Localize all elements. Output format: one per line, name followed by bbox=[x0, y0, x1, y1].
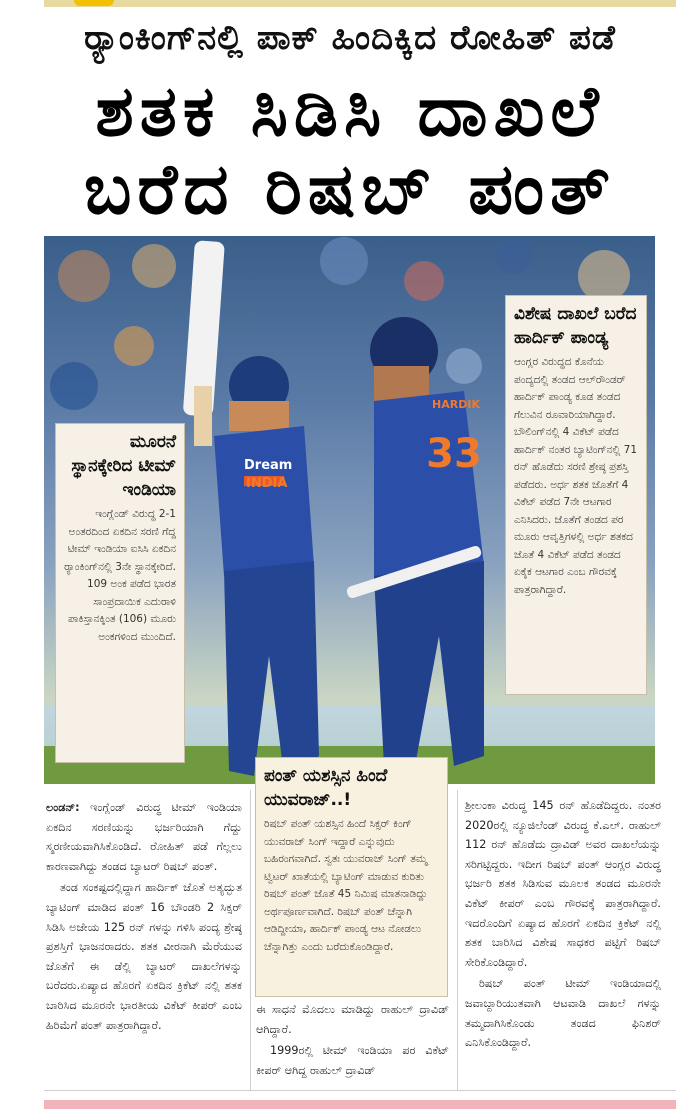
sidebar-ranking-body: ಇಂಗ್ಲೆಂಡ್ ವಿರುದ್ಧ 2-1 ಅಂತರದಿಂದ ಏಕದಿನ ಸರಣಿ ಗೆದ್ದ ಟೀಮ್ ಇಂಡಿಯಾ ಐಸಿಸಿ ಏಕದಿನ ರ್‍ಯಾಂಕಿಂಗ್‌ನಲ್ಲಿ 3ನೇ ಸ್ಥಾನಕ್ಕೇರಿದೆ. 109 ಅಂಕ ಪಡೆದ ಭಾರತ ಸಾಂಪ್ರದಾಯಿಕ ಎದುರಾಳಿ ಪಾಕಿಸ್ತಾನಕ್ಕಿಂತ (106) ಮೂರು ಅಂಕಗಳಿಂದ ಮುಂದಿದೆ. bbox=[64, 508, 176, 643]
sidebar-yuvraj bbox=[255, 757, 448, 997]
player-pant-figure bbox=[183, 240, 319, 776]
dateline: ಲಂಡನ್: bbox=[46, 801, 80, 814]
article-column-3 bbox=[465, 796, 661, 1055]
article-paragraph: ಶ್ರೀಲಂಕಾ ವಿರುದ್ಧ 145 ರನ್ ಹೊಡೆದಿದ್ದರು. ನಂತರ 2020ರಲ್ಲಿ ನ್ಯೂಜಿಲೆಂಡ್ ವಿರುದ್ಧ ಕೆ.ಎಲ್. ರಾಹುಲ್ 112 ರನ್ ಹೊಡೆದು ದ್ರಾವಿಡ್ ಅವರ ದಾಖಲೆಯನ್ನು ಸರಿಗಟ್ಟಿದ್ದರು. ಇದೀಗ ರಿಷಬ್ ಪಂತ್ ಆಂಗ್ಲರ ವಿರುದ್ಧ ಭರ್ಜರಿ ಶತಕ ಸಿಡಿಸುವ ಮೂಲಕ ತಂಡದ ಮೂರನೇ ವಿಕೆಟ್ ಕೀಪರ್ ಎಂಬ ಗೌರವಕ್ಕೆ ಪಾತ್ರರಾಗಿದ್ದಾರೆ. ಇದರೊಂದಿಗೆ ಏಷ್ಯಾದ ಹೊರಗೆ ಏಕದಿನ ಕ್ರಿಕೆಟ್ ನಲ್ಲಿ ಶತಕ ಬಾರಿಸಿದ ವಿಶೇಷ ಸಾಧಕರ ಪಟ್ಟಿಗೆ ರಿಷಬ್ ಸೇರಿಕೊಂಡಿದ್ದಾರೆ. bbox=[465, 799, 661, 969]
sidebar-team-ranking bbox=[55, 423, 185, 763]
sidebar-hardik-record bbox=[505, 295, 647, 695]
article-paragraph bbox=[46, 798, 242, 876]
article-paragraph: ಈ ಸಾಧನೆ ಮೊದಲು ಮಾಡಿದ್ದು ರಾಹುಲ್ ದ್ರಾವಿಡ್ ಆಗಿದ್ದಾರೆ. bbox=[256, 1003, 449, 1036]
bottom-rule bbox=[44, 1090, 676, 1091]
top-color-bar bbox=[44, 0, 676, 7]
top-tab-marker bbox=[74, 0, 114, 6]
sidebar-hardik-title: ವಿಶೇಷ ದಾಖಲೆ ಬರೆದ ಹಾರ್ದಿಕ್ ಪಾಂಡ್ಯ bbox=[514, 304, 637, 348]
column-divider bbox=[457, 790, 458, 1090]
sidebar-yuvraj-body: ರಿಷಬ್ ಪಂತ್ ಯಶಸ್ಸಿನ ಹಿಂದೆ ಸಿಕ್ಸರ್ ಕಿಂಗ್ ಯುವರಾಜ್ ಸಿಂಗ್ ಇದ್ದಾರೆ ಎನ್ನುವುದು ಬಹಿರಂಗವಾಗಿದೆ. ಸ್ವತಃ ಯುವರಾಜ್ ಸಿಂಗ್ ತಮ್ಮ ಟ್ವಿಟರ್ ಖಾತೆಯಲ್ಲಿ ಬ್ಯಾಟಿಂಗ್ ಮಾಡುವ ಕುರಿತು ರಿಷಬ್ ಪಂತ್ ಜೊತೆ 45 ನಿಮಿಷ ಮಾತನಾಡಿದ್ದು ಅರ್ಥಪೂರ್ಣವಾಗಿದೆ. ರಿಷಬ್ ಪಂತ್ ಚೆನ್ನಾಗಿ ಆಡಿದ್ದೀಯಾ, ಹಾರ್ದಿಕ್ ಪಾಂಡ್ಯ ಆಟ ನೋಡಲು ಚೆನ್ನಾಗಿತ್ತು ಎಂದು ಬರೆದುಕೊಂಡಿದ್ದಾರೆ. bbox=[264, 818, 428, 953]
article-paragraph: ರಿಷಬ್ ಪಂತ್ ಟೀಮ್ ಇಂಡಿಯಾದಲ್ಲಿ ಜವಾಬ್ದಾರಿಯುತವಾಗಿ ಆಟವಾಡಿ ದಾಖಲೆ ಗಳನ್ನು ತಮ್ಮದಾಗಿಸಿಕೊಂಡು ತಂಡದ ಫಿನಿಶರ್ ಎನಿಸಿಕೊಂಡಿದ್ದಾರೆ. bbox=[465, 977, 661, 1050]
article-column-1 bbox=[46, 798, 242, 1037]
article-paragraph: ತಂಡ ಸಂಕಷ್ಟದಲ್ಲಿದ್ದಾಗ ಹಾರ್ದಿಕ್ ಜೊತೆ ಅತ್ಯದ್ಭುತ ಬ್ಯಾಟಿಂಗ್ ಮಾಡಿದ ಪಂತ್ 16 ಬೌಂಡರಿ 2 ಸಿಕ್ಸರ್ ಸಿಡಿಸಿ ಅಜೇಯ 125 ರನ್ ಗಳನ್ನು ಗಳಿಸಿ ಪಂದ್ಯ ಶ್ರೇಷ್ಠ ಪ್ರಶಸ್ತಿಗೆ ಭಾಜನರಾದರು. ಶತಕ ವೀರನಾಗಿ ಮೆರೆಯುವ ಜೊತೆಗೆ ಈ ಡೆಲ್ಲಿ ಬ್ಯಾಟರ್ ದಾಖಲೆಗಳನ್ನು ಬರೆದರು.ಏಷ್ಯಾದ ಹೊರಗೆ ಏಕದಿನ ಕ್ರಿಕೆಟ್ ನಲ್ಲಿ ಶತಕ ಬಾರಿಸಿದ ಮೂರನೇ ಭಾರತೀಯ ವಿಕೆಟ್ ಕೀಪರ್ ಎಂಬ ಹಿರಿಮೆಗೆ ಪಂತ್ ಪಾತ್ರರಾಗಿದ್ದಾರೆ. bbox=[46, 881, 242, 1032]
main-headline-line-2: ಬರೆದ ರಿಷಬ್ ಪಂತ್ bbox=[84, 148, 616, 230]
main-headline-line-1: ಶತಕ ಸಿಡಿಸಿ ದಾಖಲೆ bbox=[95, 70, 605, 152]
sidebar-yuvraj-title: ಪಂತ್ ಯಶಸ್ಸಿನ ಹಿಂದೆ ಯುವರಾಜ್..! bbox=[264, 766, 388, 810]
jersey-number: 33 bbox=[426, 431, 482, 477]
jersey-name: HARDIK bbox=[432, 398, 480, 411]
sidebar-hardik-body: ಆಂಗ್ಲರ ವಿರುದ್ಧದ ಕೊನೆಯ ಪಂದ್ಯದಲ್ಲಿ ತಂಡದ ಆಲ್‌ರೌಂಡರ್ ಹಾರ್ದಿಕ್ ಪಾಂಡ್ಯ ಕೂಡ ತಂಡದ ಗೆಲುವಿನ ರೂವಾರಿಯಾಗಿದ್ದಾರೆ. ಬೌಲಿಂಗ್‌ನಲ್ಲಿ 4 ವಿಕೆಟ್ ಪಡೆದ ಹಾರ್ದಿಕ್ ನಂತರ ಬ್ಯಾಟಿಂಗ್‌ನಲ್ಲಿ 71 ರನ್ ಹೊಡೆದು ಸರಣಿ ಶ್ರೇಷ್ಠ ಪ್ರಶಸ್ತಿ ಪಡೆದರು. ಅರ್ಧ ಶತಕ ಜೊತೆಗೆ 4 ವಿಕೆಟ್ ಪಡೆದ 7ನೇ ಆಟಗಾರ ಎನಿಸಿದರು. ಜೊತೆಗೆ ತಂಡದ ಪರ ಮೂರು ಆವೃತ್ತಿಗಳಲ್ಲಿ ಅರ್ಧ ಶತಕದ ಜೊತೆ 4 ವಿಕೆಟ್ ಪಡೆದ ತಂಡದ ಏಕೈಕ ಆಟಗಾರ ಎಂಬ ಗೌರವಕ್ಕೆ ಪಾತ್ರರಾಗಿದ್ದಾರೆ. bbox=[514, 356, 638, 596]
article-column-2 bbox=[256, 1000, 449, 1082]
kicker-headline: ರ್‍ಯಾಂಕಿಂಗ್‌ನಲ್ಲಿ ಪಾಕ್ ಹಿಂದಿಕ್ಕಿದ ರೋಹಿತ್ ಪಡೆ bbox=[84, 18, 616, 58]
article-paragraph: 1999ರಲ್ಲಿ ಟೀಮ್ ಇಂಡಿಯಾ ಪರ ವಿಕೆಟ್ ಕೀಪರ್ ಆಗಿದ್ದ ರಾಹುಲ್ ದ್ರಾವಿಡ್ bbox=[256, 1044, 449, 1077]
player-hardik-figure bbox=[346, 317, 484, 771]
sponsor-text-2: INDIA bbox=[246, 476, 288, 491]
sponsor-text-1: Dream bbox=[244, 458, 293, 473]
sidebar-ranking-title: ಮೂರನೆ ಸ್ಥಾನಕ್ಕೇರಿದ ಟೀಮ್ ಇಂಡಿಯಾ bbox=[71, 432, 176, 500]
bottom-color-bar bbox=[44, 1100, 676, 1109]
article-lead-text: ಇಂಗ್ಲೆಂಡ್ ವಿರುದ್ಧ ಟೀಮ್ ಇಂಡಿಯಾ ಏಕದಿನ ಸರಣಿಯನ್ನು ಭರ್ಜರಿಯಾಗಿ ಗೆದ್ದು ಸ್ಮರಣೀಯವಾಗಿಸಿಕೊಂಡಿದೆ. ರೋಹಿತ್ ಪಡೆ ಗೆಲ್ಲಲು ಕಾರಣವಾಗಿದ್ದು ತಂಡದ ಬ್ಯಾಟರ್ ರಿಷಬ್ ಪಂತ್. bbox=[46, 801, 242, 873]
column-divider bbox=[250, 790, 251, 1090]
